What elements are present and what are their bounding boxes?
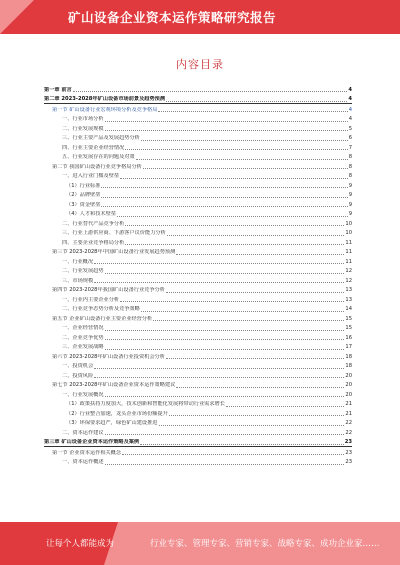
toc-entry[interactable]	[44, 361, 352, 371]
toc-entry-page: 4	[348, 96, 352, 102]
toc-leader-dots	[105, 463, 345, 465]
toc-leader-dots	[158, 110, 347, 112]
toc-leader-dots	[105, 120, 348, 122]
toc-leader-dots	[101, 196, 347, 198]
toc-entry-title: 二、行业发展规模	[62, 125, 104, 132]
toc-leader-dots	[176, 253, 344, 255]
toc-entry-page: 22	[345, 429, 352, 436]
toc-leader-dots	[105, 395, 345, 397]
toc-entry-page: 9	[348, 201, 352, 208]
toc-entry-page: 17	[345, 344, 352, 350]
toc-entry[interactable]	[44, 247, 352, 257]
toc-entry-title: 一、进入行业门槛及壁垒	[62, 173, 120, 179]
toc-entry-page: 23	[344, 439, 352, 445]
toc-entry[interactable]	[44, 228, 352, 238]
toc-entry[interactable]	[44, 123, 352, 133]
toc-leader-dots	[94, 376, 344, 378]
toc-leader-dots	[105, 329, 345, 331]
toc-entry-page: 18	[345, 363, 352, 369]
toc-leader-dots	[117, 215, 348, 217]
toc-entry-page: 8	[348, 163, 352, 170]
toc-entry-title: （2）品牌壁垒	[66, 192, 101, 198]
toc-entry[interactable]	[44, 180, 352, 190]
toc-entry-title: 第一节 矿山设备行业宏观环境分析及竞争格局	[52, 106, 158, 113]
toc-entry-title: （3）资金壁垒	[66, 201, 101, 208]
toc-entry[interactable]	[44, 389, 352, 399]
toc-entry[interactable]	[44, 370, 352, 380]
toc-entry[interactable]	[44, 380, 352, 390]
toc-entry[interactable]	[44, 209, 352, 219]
toc-entry-page: 10	[345, 220, 352, 227]
toc-entry-title: 二、行业发展趋势	[62, 268, 104, 274]
toc-entry-page: 22	[345, 420, 352, 426]
toc-entry-page: 14	[345, 306, 352, 312]
toc-entry[interactable]	[44, 142, 352, 152]
toc-entry-title: 一、投资机会	[62, 363, 94, 369]
toc-entry[interactable]	[44, 351, 352, 361]
toc-entry-page: 12	[345, 268, 352, 274]
toc-entry-page: 20	[345, 382, 352, 388]
toc-entry-title: 第二节 我国矿山设备行业竞争格局分析	[52, 163, 142, 170]
toc-entry-title: （4）人才和技术壁垒	[66, 211, 116, 217]
toc-leader-dots	[73, 90, 348, 92]
toc-entry-title: 一、企业经营情况	[62, 325, 104, 331]
toc-entry[interactable]	[44, 152, 352, 162]
toc-entry-page: 15	[345, 325, 352, 331]
toc-leader-dots	[125, 243, 344, 245]
toc-entry[interactable]	[44, 332, 352, 342]
toc-entry[interactable]	[44, 237, 352, 247]
toc-entry-title: 一、资本运作概述	[62, 459, 104, 465]
toc-entry-title: 五、行业发展存在的问题及对策	[62, 154, 135, 160]
toc-leader-dots	[122, 453, 344, 455]
toc-entry[interactable]	[44, 447, 352, 457]
toc-entry-page: 8	[348, 154, 352, 160]
header-banner	[0, 0, 400, 34]
report-title: 矿山设备企业资本运作策略研究报告	[68, 10, 277, 25]
toc-entry-page: 11	[345, 249, 352, 255]
toc-entry[interactable]	[44, 323, 352, 333]
toc-entry[interactable]	[44, 114, 352, 124]
toc-leader-dots	[166, 357, 344, 359]
table-of-contents	[44, 84, 352, 466]
toc-entry[interactable]	[44, 313, 352, 323]
toc-entry-title: （2）行业整合加速，龙头企业市场份额提升	[66, 410, 168, 417]
toc-leader-dots	[167, 234, 345, 236]
toc-leader-dots	[125, 224, 344, 226]
toc-leader-dots	[141, 139, 348, 141]
toc-entry[interactable]	[44, 94, 352, 105]
toc-leader-dots	[105, 129, 348, 131]
toc-leader-dots	[159, 424, 345, 426]
toc-entry-page: 12	[345, 277, 352, 284]
toc-leader-dots	[101, 205, 347, 207]
toc-leader-dots	[101, 186, 347, 188]
toc-entry-title: 二、行业竞争态势分析及竞争策略	[62, 306, 140, 312]
toc-entry[interactable]	[44, 342, 352, 352]
toc-leader-dots	[125, 148, 347, 150]
toc-entry-title: 一、行业市场分析	[62, 116, 104, 122]
toc-leader-dots	[120, 300, 344, 302]
toc-entry-title: 第一章 前言	[44, 86, 72, 93]
toc-entry-page: 21	[345, 401, 352, 407]
toc-entry[interactable]	[44, 161, 352, 171]
toc-entry[interactable]	[44, 84, 352, 94]
toc-entry-title: （1）政策扶持力度加大，技术创新和智能化发展将带动行业需求增长	[66, 401, 225, 407]
toc-entry[interactable]	[44, 256, 352, 266]
toc-entry[interactable]	[44, 399, 352, 409]
toc-entry-title: 第四节 2023-2028年我国矿山设备行业竞争分析	[52, 287, 165, 293]
toc-entry-page: 20	[345, 391, 352, 398]
toc-leader-dots	[105, 272, 345, 274]
toc-entry-page: 4	[348, 106, 352, 113]
toc-entry-page: 20	[345, 372, 352, 379]
toc-leader-dots	[105, 348, 345, 350]
toc-entry-page: 8	[348, 173, 352, 179]
toc-entry-page: 11	[345, 239, 352, 246]
footer-slogan-right: 行业专家、管理专家、营销专家、战略专家、成功企业家……	[150, 539, 380, 549]
toc-leader-dots	[140, 443, 344, 445]
toc-entry[interactable]	[44, 285, 352, 295]
toc-entry-title: 第三章 矿山设备企业资本运作策略及案例	[44, 439, 140, 445]
toc-entry-title: 第五节 企业矿山设备行业主要企业经营分析	[52, 315, 153, 322]
toc-entry[interactable]	[44, 171, 352, 181]
footer-slogan-left: 让每个人都能成为	[46, 539, 115, 549]
toc-entry-title: （3）环保要求趋严，绿色矿山建设推进	[66, 420, 158, 426]
toc-entry-title: 三、市场规模	[62, 277, 94, 284]
toc-entry-title: 第六节 2023-2028年矿山设备行业投资机会分析	[52, 353, 165, 360]
toc-entry-title: 第一节 企业资本运作相关概念	[52, 449, 122, 456]
toc-entry[interactable]	[44, 408, 352, 418]
toc-entry-page: 21	[345, 410, 352, 417]
header-accent-triangle	[0, 0, 34, 34]
toc-entry-page: 10	[345, 230, 352, 236]
toc-entry[interactable]	[44, 304, 352, 314]
toc-leader-dots	[94, 262, 344, 264]
toc-leader-dots	[166, 291, 344, 293]
toc-entry-page: 18	[345, 353, 352, 360]
toc-entry-page: 11	[345, 258, 352, 265]
toc-entry-title: 二、行业替代产品竞争分析	[62, 220, 125, 227]
toc-leader-dots	[143, 167, 348, 169]
toc-entry[interactable]	[44, 199, 352, 209]
toc-entry-title: 一、行业概况	[62, 258, 94, 265]
toc-entry-title: 二、资本运作建议	[62, 429, 104, 436]
toc-entry[interactable]	[44, 427, 352, 437]
toc-entry-title: 第三节 2023-2028年中国矿山设备行业发展趋势预测	[52, 249, 176, 255]
toc-entry[interactable]	[44, 104, 352, 114]
toc-entry-page: 9	[348, 192, 352, 198]
toc-entry-page: 9	[348, 182, 352, 189]
toc-leader-dots	[105, 433, 345, 435]
toc-leader-dots	[105, 338, 345, 340]
toc-leader-dots	[153, 319, 344, 321]
toc-entry-page: 23	[345, 449, 352, 456]
toc-entry-title: 四、主要企业竞争格局分析	[62, 239, 125, 246]
toc-entry[interactable]	[44, 218, 352, 228]
toc-leader-dots	[120, 177, 348, 179]
footer-banner	[0, 522, 400, 565]
toc-entry-title: 二、企业竞争优势	[62, 334, 104, 341]
toc-heading: 内容目录	[176, 58, 224, 71]
toc-entry-title: 四、行业主要企业经营情况	[62, 144, 125, 151]
toc-entry-title: 二、投资风险	[62, 372, 94, 379]
toc-entry-title: 三、行业上游供应商、下游客户议价能力分析	[62, 230, 166, 236]
toc-entry-title: 一、行业内主要企业分析	[62, 296, 120, 303]
toc-entry-title: 三、行业主要产品及发展趋势分析	[62, 135, 140, 141]
toc-entry-page: 9	[348, 211, 352, 217]
toc-leader-dots	[94, 367, 344, 369]
toc-entry-title: 第二章 2023-2028年矿山设备市场前景及趋势预测	[44, 96, 166, 102]
toc-entry-page: 6	[348, 135, 352, 141]
toc-leader-dots	[141, 310, 345, 312]
toc-leader-dots	[136, 158, 348, 160]
toc-entry[interactable]	[44, 457, 352, 467]
toc-leader-dots	[176, 386, 344, 388]
toc-entry[interactable]	[44, 275, 352, 285]
toc-leader-dots	[169, 414, 345, 416]
toc-entry-title: （1）行业标准	[66, 182, 101, 189]
toc-leader-dots	[166, 100, 347, 102]
toc-entry-title: 一、行业发展概况	[62, 391, 104, 398]
toc-entry-page: 4	[348, 86, 352, 93]
toc-entry[interactable]	[44, 266, 352, 276]
toc-entry-page: 16	[345, 334, 352, 341]
toc-entry-page: 13	[345, 296, 352, 303]
toc-entry[interactable]	[44, 418, 352, 428]
toc-entry[interactable]	[44, 437, 352, 448]
toc-entry-title: 三、企业发展战略	[62, 344, 104, 350]
toc-leader-dots	[226, 405, 344, 407]
toc-entry-page: 23	[345, 459, 352, 465]
toc-entry-page: 13	[345, 287, 352, 293]
toc-entry[interactable]	[44, 294, 352, 304]
toc-entry-page: 5	[348, 125, 352, 132]
toc-entry-page: 4	[348, 116, 352, 122]
toc-entry-page: 15	[345, 315, 352, 322]
toc-entry-title: 第七节 2023-2028年矿山设备企业资本运作策略建议	[52, 382, 176, 388]
toc-entry[interactable]	[44, 190, 352, 200]
toc-entry-page: 7	[348, 144, 352, 151]
toc-entry[interactable]	[44, 133, 352, 143]
toc-leader-dots	[94, 281, 344, 283]
